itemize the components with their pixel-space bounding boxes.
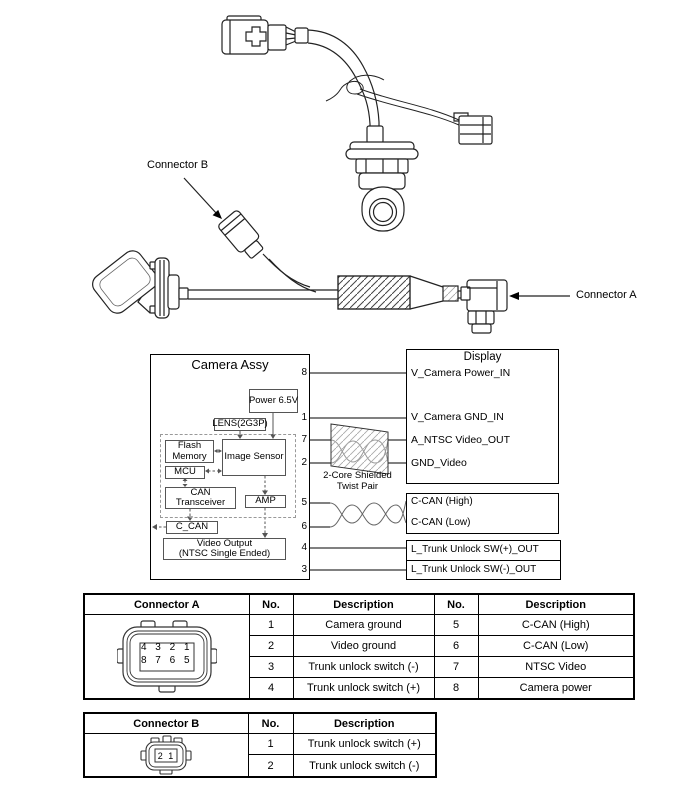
flash-memory-block bbox=[165, 440, 214, 463]
connector-a-arrow bbox=[509, 292, 570, 300]
col-desc: Description bbox=[293, 713, 436, 734]
table-row bbox=[84, 734, 436, 755]
twist-caption-line2: Twist Pair bbox=[336, 481, 379, 492]
ccan-high-label: C-CAN (High) bbox=[411, 496, 473, 507]
connector-a-table-title: Connector A bbox=[84, 594, 249, 615]
pin-number-7: 7 bbox=[301, 434, 307, 445]
cell-no: 4 bbox=[249, 678, 293, 700]
cell-desc: C-CAN (High) bbox=[478, 615, 634, 636]
connector-a-pins-row2: 8 7 6 5 bbox=[140, 655, 193, 666]
multipin-connector-icon bbox=[222, 16, 308, 54]
connector-b-pins: 2 1 bbox=[157, 751, 175, 761]
cell-desc: C-CAN (Low) bbox=[478, 636, 634, 657]
connector-a-label: Connector A bbox=[576, 289, 637, 301]
cable-sleeve bbox=[338, 276, 467, 309]
cell-no: 7 bbox=[434, 657, 478, 678]
col-no: No. bbox=[248, 713, 293, 734]
video-output-block bbox=[163, 538, 286, 560]
col-no-right: No. bbox=[434, 594, 478, 615]
connector-b-table-title: Connector B bbox=[84, 713, 248, 734]
cell-desc: NTSC Video bbox=[478, 657, 634, 678]
video-line1: Video Output bbox=[196, 537, 253, 549]
power-block: Power 6.5V bbox=[249, 389, 298, 413]
pin-number-3: 3 bbox=[301, 564, 307, 575]
trunk-box-divider bbox=[406, 560, 561, 561]
signal-ntsc-video: A_NTSC Video_OUT bbox=[411, 434, 511, 446]
cell-no: 8 bbox=[434, 678, 478, 700]
connector-b-label: Connector B bbox=[147, 159, 209, 171]
cell-desc: Trunk unlock switch (-) bbox=[293, 657, 434, 678]
connector-a-icon bbox=[461, 280, 507, 333]
mcu-block: MCU bbox=[165, 466, 205, 479]
image-sensor-block: Image Sensor bbox=[222, 439, 286, 476]
trunk-sw-plus-label: L_Trunk Unlock SW(+)_OUT bbox=[411, 544, 539, 555]
connector-b-face-cell bbox=[84, 734, 248, 778]
pin-number-5: 5 bbox=[301, 497, 307, 508]
col-desc-right: Description bbox=[478, 594, 634, 615]
pin-number-2: 2 bbox=[301, 457, 307, 468]
signal-camera-power: V_Camera Power_IN bbox=[411, 367, 511, 379]
main-cable bbox=[308, 30, 379, 131]
camera-assy-title: Camera Assy bbox=[191, 357, 269, 372]
connector-b-arrow bbox=[184, 178, 222, 219]
harness-side-illustration bbox=[89, 178, 570, 333]
thin-wire-loop bbox=[326, 75, 459, 125]
can-line1: CAN bbox=[190, 486, 211, 498]
cell-desc: Camera ground bbox=[293, 615, 434, 636]
connector-b-icon bbox=[217, 209, 267, 262]
cell-desc: Trunk unlock switch (+) bbox=[293, 734, 436, 755]
signal-gnd-video: GND_Video bbox=[411, 457, 467, 469]
twisted-pair bbox=[330, 501, 406, 527]
cell-no: 2 bbox=[248, 755, 293, 777]
can-line2: Transceiver bbox=[175, 497, 226, 508]
table-row bbox=[84, 615, 634, 636]
cell-no: 3 bbox=[249, 657, 293, 678]
lens-block: LENS(2G3P) bbox=[212, 418, 268, 430]
connector-a-face-cell bbox=[84, 615, 249, 700]
pin-number-6: 6 bbox=[301, 521, 307, 532]
video-line2: (NTSC Single Ended) bbox=[178, 548, 271, 559]
trunk-sw-minus-label: L_Trunk Unlock SW(-)_OUT bbox=[411, 564, 537, 575]
cell-no: 1 bbox=[249, 615, 293, 636]
flash-line1: Flash bbox=[177, 440, 202, 451]
camera-side-icon bbox=[89, 247, 188, 318]
cell-no: 2 bbox=[249, 636, 293, 657]
side-cable bbox=[188, 254, 338, 299]
cell-desc: Video ground bbox=[293, 636, 434, 657]
pin-number-4: 4 bbox=[301, 542, 307, 553]
cell-desc: Trunk unlock switch (-) bbox=[293, 755, 436, 777]
connector-a-pins-row1: 4 3 2 1 bbox=[140, 642, 193, 653]
harness-top-illustration bbox=[222, 16, 492, 231]
pin-number-1: 1 bbox=[301, 412, 307, 423]
c-can-block: C_CAN bbox=[166, 521, 218, 534]
connector-a-table bbox=[83, 593, 635, 700]
amp-block: AMP bbox=[245, 495, 286, 508]
col-desc-left: Description bbox=[293, 594, 434, 615]
twist-pair-caption bbox=[315, 470, 400, 492]
pin-number-8: 8 bbox=[301, 367, 307, 378]
cell-desc: Trunk unlock switch (+) bbox=[293, 678, 434, 700]
cell-desc: Camera power bbox=[478, 678, 634, 700]
connector-b-table bbox=[83, 712, 437, 778]
display-title: Display bbox=[463, 351, 502, 363]
cell-no: 1 bbox=[248, 734, 293, 755]
camera-front-icon bbox=[346, 126, 418, 231]
shielded-twist-pair bbox=[331, 424, 388, 474]
ccan-low-label: C-CAN (Low) bbox=[411, 517, 471, 528]
cell-no: 6 bbox=[434, 636, 478, 657]
signal-camera-gnd: V_Camera GND_IN bbox=[411, 411, 504, 423]
twist-caption-line1: 2-Core Shielded bbox=[323, 470, 392, 481]
col-no-left: No. bbox=[249, 594, 293, 615]
flash-line2: Memory bbox=[172, 450, 207, 462]
small-connector-icon bbox=[454, 113, 492, 144]
can-transceiver-block bbox=[165, 487, 236, 509]
cell-no: 5 bbox=[434, 615, 478, 636]
